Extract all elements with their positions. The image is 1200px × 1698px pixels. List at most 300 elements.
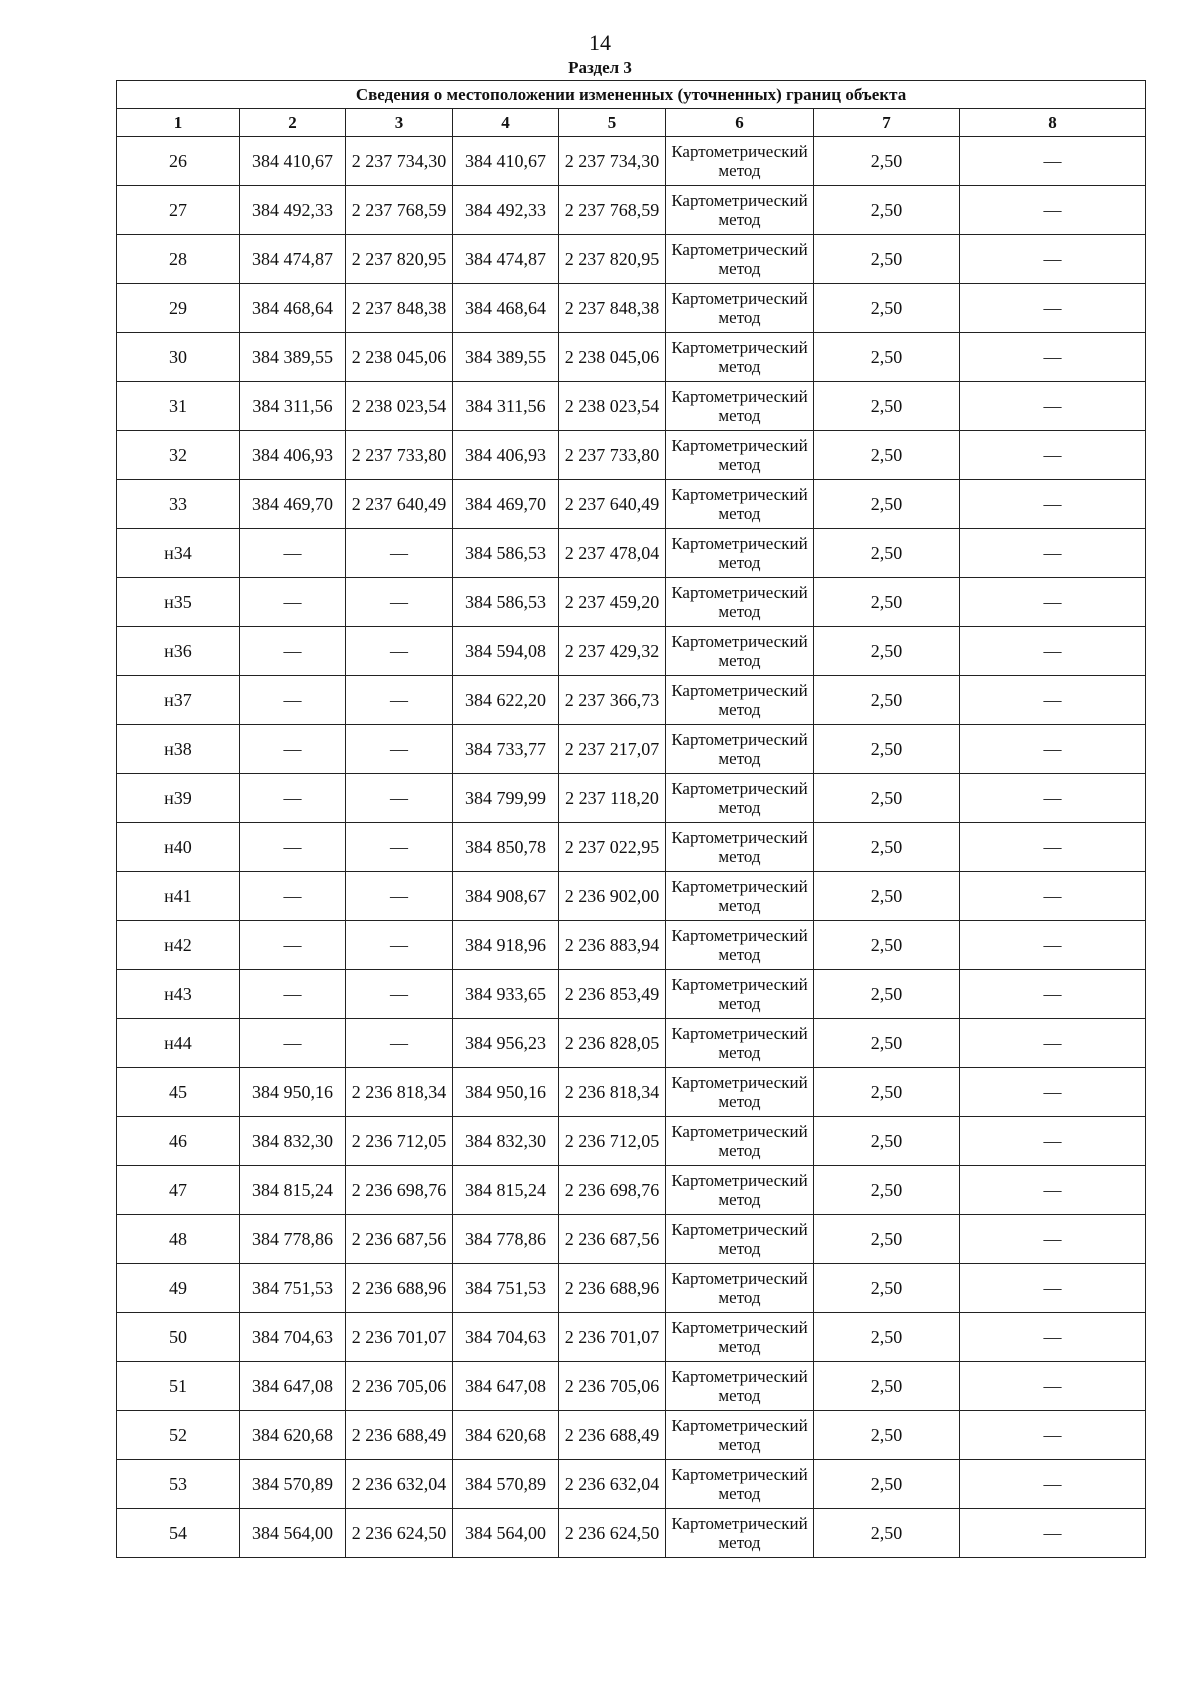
description-cell: — [960, 529, 1146, 578]
old-x-cell: 384 492,33 [240, 186, 346, 235]
new-x-cell: 384 406,93 [453, 431, 559, 480]
old-x-cell: 384 815,24 [240, 1166, 346, 1215]
point-number-cell: н44 [117, 1019, 240, 1068]
old-y-cell: — [346, 921, 453, 970]
new-y-cell: 2 237 217,07 [559, 725, 666, 774]
description-cell: — [960, 921, 1146, 970]
new-y-cell: 2 237 820,95 [559, 235, 666, 284]
table-row [117, 186, 1146, 235]
accuracy-cell: 2,50 [814, 970, 960, 1019]
old-y-cell: — [346, 578, 453, 627]
new-x-cell: 384 918,96 [453, 921, 559, 970]
new-x-cell: 384 778,86 [453, 1215, 559, 1264]
old-x-cell: 384 564,00 [240, 1509, 346, 1558]
point-number-cell: 32 [117, 431, 240, 480]
new-y-cell: 2 236 701,07 [559, 1313, 666, 1362]
old-x-cell: 384 474,87 [240, 235, 346, 284]
table-row [117, 1411, 1146, 1460]
table-row [117, 480, 1146, 529]
column-number: 4 [453, 109, 559, 137]
new-x-cell: 384 832,30 [453, 1117, 559, 1166]
method-text: Картометрический метод [671, 338, 808, 376]
method-cell [666, 676, 814, 725]
point-number-cell: н42 [117, 921, 240, 970]
description-cell: — [960, 676, 1146, 725]
old-y-cell: — [346, 823, 453, 872]
old-x-cell: 384 468,64 [240, 284, 346, 333]
old-y-cell: 2 236 632,04 [346, 1460, 453, 1509]
description-cell: — [960, 1313, 1146, 1362]
old-y-cell: 2 236 624,50 [346, 1509, 453, 1558]
old-y-cell: 2 236 818,34 [346, 1068, 453, 1117]
description-cell: — [960, 872, 1146, 921]
boundary-coordinates-table [116, 80, 1146, 1558]
new-y-cell: 2 237 734,30 [559, 137, 666, 186]
table-row [117, 1264, 1146, 1313]
column-number: 7 [814, 109, 960, 137]
description-cell: — [960, 823, 1146, 872]
method-cell [666, 480, 814, 529]
old-y-cell: 2 236 688,49 [346, 1411, 453, 1460]
table-row [117, 725, 1146, 774]
point-number-cell: 52 [117, 1411, 240, 1460]
description-cell: — [960, 284, 1146, 333]
method-text: Картометрический метод [671, 1416, 808, 1454]
method-cell [666, 725, 814, 774]
point-number-cell: н43 [117, 970, 240, 1019]
accuracy-cell: 2,50 [814, 529, 960, 578]
table-row [117, 1215, 1146, 1264]
accuracy-cell: 2,50 [814, 235, 960, 284]
method-cell [666, 284, 814, 333]
method-text: Картометрический метод [671, 1269, 808, 1307]
description-cell: — [960, 137, 1146, 186]
old-y-cell: — [346, 529, 453, 578]
old-y-cell: 2 236 705,06 [346, 1362, 453, 1411]
table-row [117, 921, 1146, 970]
method-cell [666, 186, 814, 235]
method-text: Картометрический метод [671, 1465, 808, 1503]
new-x-cell: 384 933,65 [453, 970, 559, 1019]
method-text: Картометрический метод [671, 1073, 808, 1111]
method-cell [666, 872, 814, 921]
description-cell: — [960, 578, 1146, 627]
point-number-cell: н38 [117, 725, 240, 774]
old-y-cell: — [346, 774, 453, 823]
new-x-cell: 384 751,53 [453, 1264, 559, 1313]
new-x-cell: 384 570,89 [453, 1460, 559, 1509]
accuracy-cell: 2,50 [814, 284, 960, 333]
accuracy-cell: 2,50 [814, 725, 960, 774]
description-cell: — [960, 1166, 1146, 1215]
old-y-cell: 2 236 698,76 [346, 1166, 453, 1215]
point-number-cell: 26 [117, 137, 240, 186]
accuracy-cell: 2,50 [814, 1117, 960, 1166]
column-number: 5 [559, 109, 666, 137]
new-x-cell: 384 704,63 [453, 1313, 559, 1362]
old-y-cell: — [346, 970, 453, 1019]
method-cell [666, 1215, 814, 1264]
method-text: Картометрический метод [671, 387, 808, 425]
old-x-cell: — [240, 970, 346, 1019]
accuracy-cell: 2,50 [814, 382, 960, 431]
old-x-cell: — [240, 921, 346, 970]
accuracy-cell: 2,50 [814, 1460, 960, 1509]
method-text: Картометрический метод [671, 1367, 808, 1405]
new-x-cell: 384 311,56 [453, 382, 559, 431]
accuracy-cell: 2,50 [814, 1411, 960, 1460]
method-text: Картометрический метод [671, 1220, 808, 1258]
new-x-cell: 384 622,20 [453, 676, 559, 725]
point-number-cell: 29 [117, 284, 240, 333]
new-y-cell: 2 236 705,06 [559, 1362, 666, 1411]
point-number-cell: н34 [117, 529, 240, 578]
accuracy-cell: 2,50 [814, 627, 960, 676]
table-row [117, 970, 1146, 1019]
old-x-cell: 384 570,89 [240, 1460, 346, 1509]
new-y-cell: 2 237 118,20 [559, 774, 666, 823]
method-cell [666, 1117, 814, 1166]
table-row [117, 431, 1146, 480]
new-x-cell: 384 908,67 [453, 872, 559, 921]
method-text: Картометрический метод [671, 828, 808, 866]
accuracy-cell: 2,50 [814, 333, 960, 382]
new-x-cell: 384 733,77 [453, 725, 559, 774]
old-x-cell: — [240, 774, 346, 823]
method-text: Картометрический метод [671, 632, 808, 670]
table-row [117, 1460, 1146, 1509]
old-x-cell: 384 620,68 [240, 1411, 346, 1460]
method-text: Картометрический метод [671, 730, 808, 768]
point-number-cell: н39 [117, 774, 240, 823]
table-caption-row [117, 81, 1146, 109]
new-y-cell: 2 237 459,20 [559, 578, 666, 627]
old-y-cell: — [346, 872, 453, 921]
method-text: Картометрический метод [671, 436, 808, 474]
point-number-cell: 46 [117, 1117, 240, 1166]
table-caption: Сведения о местоположении измененных (уточненных) границ объекта [117, 81, 1146, 109]
point-number-cell: н40 [117, 823, 240, 872]
new-y-cell: 2 237 768,59 [559, 186, 666, 235]
description-cell: — [960, 1509, 1146, 1558]
table-row [117, 823, 1146, 872]
point-number-cell: н35 [117, 578, 240, 627]
table-row [117, 1068, 1146, 1117]
point-number-cell: 49 [117, 1264, 240, 1313]
method-text: Картометрический метод [671, 1122, 808, 1160]
method-cell [666, 823, 814, 872]
method-cell [666, 1264, 814, 1313]
method-text: Картометрический метод [671, 142, 808, 180]
accuracy-cell: 2,50 [814, 774, 960, 823]
table-row [117, 676, 1146, 725]
table-row [117, 774, 1146, 823]
table-row [117, 1362, 1146, 1411]
table-row [117, 1166, 1146, 1215]
new-x-cell: 384 799,99 [453, 774, 559, 823]
method-cell [666, 137, 814, 186]
old-y-cell: 2 238 023,54 [346, 382, 453, 431]
new-x-cell: 384 469,70 [453, 480, 559, 529]
new-x-cell: 384 620,68 [453, 1411, 559, 1460]
new-y-cell: 2 236 712,05 [559, 1117, 666, 1166]
old-y-cell: 2 237 734,30 [346, 137, 453, 186]
accuracy-cell: 2,50 [814, 823, 960, 872]
description-cell: — [960, 1460, 1146, 1509]
point-number-cell: 30 [117, 333, 240, 382]
old-y-cell: — [346, 627, 453, 676]
page-number: 14 [589, 30, 611, 55]
method-cell [666, 970, 814, 1019]
new-y-cell: 2 236 883,94 [559, 921, 666, 970]
old-x-cell: 384 950,16 [240, 1068, 346, 1117]
point-number-cell: 54 [117, 1509, 240, 1558]
new-x-cell: 384 594,08 [453, 627, 559, 676]
old-x-cell: 384 704,63 [240, 1313, 346, 1362]
description-cell: — [960, 1117, 1146, 1166]
old-x-cell: 384 389,55 [240, 333, 346, 382]
accuracy-cell: 2,50 [814, 431, 960, 480]
old-y-cell: — [346, 1019, 453, 1068]
table-row [117, 1313, 1146, 1362]
column-numbers-row [117, 109, 1146, 137]
method-text: Картометрический метод [671, 1024, 808, 1062]
description-cell: — [960, 1411, 1146, 1460]
table-row [117, 284, 1146, 333]
new-x-cell: 384 410,67 [453, 137, 559, 186]
new-y-cell: 2 237 022,95 [559, 823, 666, 872]
method-cell [666, 627, 814, 676]
accuracy-cell: 2,50 [814, 1264, 960, 1313]
old-y-cell: 2 237 733,80 [346, 431, 453, 480]
point-number-cell: 31 [117, 382, 240, 431]
section-title: Раздел 3 [568, 58, 632, 77]
method-text: Картометрический метод [671, 583, 808, 621]
new-x-cell: 384 389,55 [453, 333, 559, 382]
method-text: Картометрический метод [671, 975, 808, 1013]
old-x-cell: — [240, 578, 346, 627]
table-row [117, 529, 1146, 578]
old-y-cell: 2 237 640,49 [346, 480, 453, 529]
old-x-cell: — [240, 627, 346, 676]
method-text: Картометрический метод [671, 1514, 808, 1552]
method-cell [666, 235, 814, 284]
point-number-cell: 33 [117, 480, 240, 529]
accuracy-cell: 2,50 [814, 1362, 960, 1411]
old-x-cell: — [240, 1019, 346, 1068]
column-number: 1 [117, 109, 240, 137]
old-y-cell: 2 237 768,59 [346, 186, 453, 235]
method-text: Картометрический метод [671, 191, 808, 229]
new-x-cell: 384 474,87 [453, 235, 559, 284]
method-text: Картометрический метод [671, 1171, 808, 1209]
method-text: Картометрический метод [671, 926, 808, 964]
description-cell: — [960, 186, 1146, 235]
accuracy-cell: 2,50 [814, 1313, 960, 1362]
description-cell: — [960, 627, 1146, 676]
method-text: Картометрический метод [671, 289, 808, 327]
method-cell [666, 578, 814, 627]
method-cell [666, 1460, 814, 1509]
accuracy-cell: 2,50 [814, 921, 960, 970]
old-x-cell: — [240, 676, 346, 725]
description-cell: — [960, 333, 1146, 382]
column-number: 3 [346, 109, 453, 137]
description-cell: — [960, 382, 1146, 431]
new-y-cell: 2 236 624,50 [559, 1509, 666, 1558]
accuracy-cell: 2,50 [814, 480, 960, 529]
new-x-cell: 384 647,08 [453, 1362, 559, 1411]
point-number-cell: 27 [117, 186, 240, 235]
method-text: Картометрический метод [671, 779, 808, 817]
new-x-cell: 384 564,00 [453, 1509, 559, 1558]
point-number-cell: 47 [117, 1166, 240, 1215]
table-row [117, 1117, 1146, 1166]
accuracy-cell: 2,50 [814, 137, 960, 186]
table-row [117, 382, 1146, 431]
method-text: Картометрический метод [671, 1318, 808, 1356]
column-number: 8 [960, 109, 1146, 137]
new-y-cell: 2 236 632,04 [559, 1460, 666, 1509]
description-cell: — [960, 1264, 1146, 1313]
old-y-cell: 2 237 848,38 [346, 284, 453, 333]
new-y-cell: 2 236 688,96 [559, 1264, 666, 1313]
description-cell: — [960, 1362, 1146, 1411]
point-number-cell: 50 [117, 1313, 240, 1362]
method-text: Картометрический метод [671, 534, 808, 572]
old-x-cell: — [240, 529, 346, 578]
accuracy-cell: 2,50 [814, 676, 960, 725]
old-x-cell: 384 406,93 [240, 431, 346, 480]
new-x-cell: 384 586,53 [453, 529, 559, 578]
table-body [117, 137, 1146, 1558]
old-x-cell: 384 410,67 [240, 137, 346, 186]
method-text: Картометрический метод [671, 485, 808, 523]
new-y-cell: 2 238 023,54 [559, 382, 666, 431]
new-x-cell: 384 468,64 [453, 284, 559, 333]
accuracy-cell: 2,50 [814, 1019, 960, 1068]
method-text: Картометрический метод [671, 681, 808, 719]
table-row [117, 333, 1146, 382]
method-cell [666, 1068, 814, 1117]
old-y-cell: 2 237 820,95 [346, 235, 453, 284]
new-x-cell: 384 956,23 [453, 1019, 559, 1068]
point-number-cell: 51 [117, 1362, 240, 1411]
new-y-cell: 2 237 366,73 [559, 676, 666, 725]
description-cell: — [960, 1215, 1146, 1264]
description-cell: — [960, 480, 1146, 529]
accuracy-cell: 2,50 [814, 1509, 960, 1558]
accuracy-cell: 2,50 [814, 872, 960, 921]
method-cell [666, 529, 814, 578]
new-y-cell: 2 238 045,06 [559, 333, 666, 382]
new-y-cell: 2 236 818,34 [559, 1068, 666, 1117]
point-number-cell: 45 [117, 1068, 240, 1117]
column-number: 2 [240, 109, 346, 137]
new-y-cell: 2 236 687,56 [559, 1215, 666, 1264]
new-y-cell: 2 237 478,04 [559, 529, 666, 578]
old-x-cell: 384 311,56 [240, 382, 346, 431]
old-x-cell: 384 832,30 [240, 1117, 346, 1166]
new-y-cell: 2 237 848,38 [559, 284, 666, 333]
new-x-cell: 384 850,78 [453, 823, 559, 872]
description-cell: — [960, 1068, 1146, 1117]
method-text: Картометрический метод [671, 240, 808, 278]
new-y-cell: 2 237 733,80 [559, 431, 666, 480]
old-y-cell: 2 236 688,96 [346, 1264, 453, 1313]
method-text: Картометрический метод [671, 877, 808, 915]
new-x-cell: 384 815,24 [453, 1166, 559, 1215]
column-number: 6 [666, 109, 814, 137]
old-x-cell: — [240, 725, 346, 774]
old-y-cell: 2 236 712,05 [346, 1117, 453, 1166]
new-y-cell: 2 236 688,49 [559, 1411, 666, 1460]
old-x-cell: — [240, 823, 346, 872]
description-cell: — [960, 774, 1146, 823]
description-cell: — [960, 431, 1146, 480]
new-x-cell: 384 950,16 [453, 1068, 559, 1117]
table-row [117, 872, 1146, 921]
point-number-cell: н37 [117, 676, 240, 725]
method-cell [666, 1313, 814, 1362]
accuracy-cell: 2,50 [814, 186, 960, 235]
method-cell [666, 1019, 814, 1068]
description-cell: — [960, 1019, 1146, 1068]
new-y-cell: 2 236 902,00 [559, 872, 666, 921]
old-y-cell: — [346, 725, 453, 774]
method-cell [666, 431, 814, 480]
old-x-cell: 384 751,53 [240, 1264, 346, 1313]
description-cell: — [960, 725, 1146, 774]
old-x-cell: — [240, 872, 346, 921]
old-y-cell: 2 238 045,06 [346, 333, 453, 382]
table-row [117, 578, 1146, 627]
point-number-cell: н41 [117, 872, 240, 921]
new-y-cell: 2 236 853,49 [559, 970, 666, 1019]
method-cell [666, 774, 814, 823]
old-y-cell: 2 236 701,07 [346, 1313, 453, 1362]
table-row [117, 1019, 1146, 1068]
accuracy-cell: 2,50 [814, 578, 960, 627]
method-cell [666, 382, 814, 431]
method-cell [666, 1411, 814, 1460]
new-y-cell: 2 236 698,76 [559, 1166, 666, 1215]
table-row [117, 235, 1146, 284]
method-cell [666, 921, 814, 970]
method-cell [666, 1509, 814, 1558]
point-number-cell: 28 [117, 235, 240, 284]
new-x-cell: 384 586,53 [453, 578, 559, 627]
table-row [117, 1509, 1146, 1558]
accuracy-cell: 2,50 [814, 1166, 960, 1215]
new-y-cell: 2 237 640,49 [559, 480, 666, 529]
description-cell: — [960, 235, 1146, 284]
accuracy-cell: 2,50 [814, 1215, 960, 1264]
point-number-cell: н36 [117, 627, 240, 676]
old-y-cell: 2 236 687,56 [346, 1215, 453, 1264]
accuracy-cell: 2,50 [814, 1068, 960, 1117]
old-y-cell: — [346, 676, 453, 725]
table-row [117, 627, 1146, 676]
table-row [117, 137, 1146, 186]
new-y-cell: 2 237 429,32 [559, 627, 666, 676]
new-y-cell: 2 236 828,05 [559, 1019, 666, 1068]
method-cell [666, 1362, 814, 1411]
description-cell: — [960, 970, 1146, 1019]
new-x-cell: 384 492,33 [453, 186, 559, 235]
method-cell [666, 333, 814, 382]
old-x-cell: 384 647,08 [240, 1362, 346, 1411]
